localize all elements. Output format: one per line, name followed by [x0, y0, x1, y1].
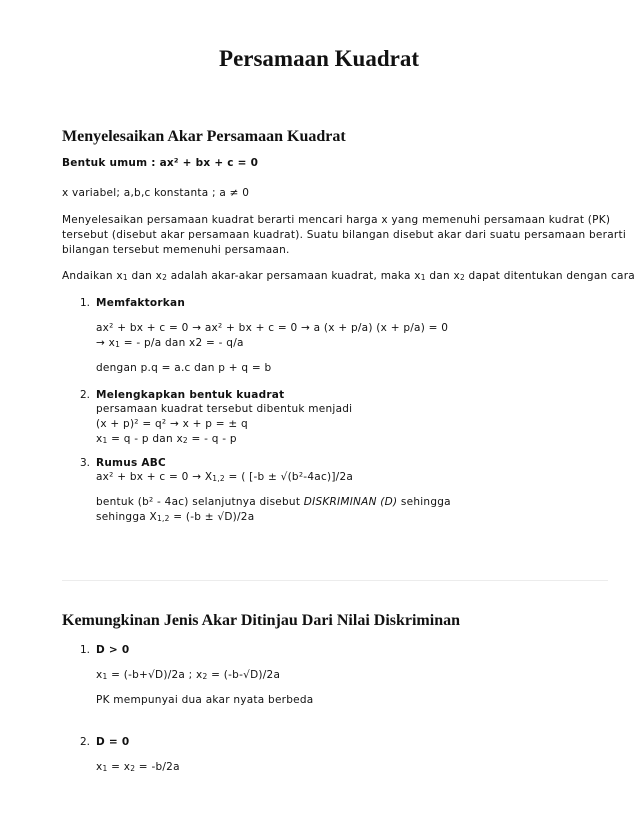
page-title: Persamaan Kuadrat — [219, 46, 419, 71]
d-positive-line: $x_1 = (-b+√D)/2a$ ; $x_2 = (-b-√D)/2a$ — [96, 669, 281, 681]
section-heading-kemungkinan: Kemungkinan Jenis Akar Ditinjau Dari Nilai Diskriminan — [62, 612, 460, 629]
paragraph-line: tersebut (disebut akar persamaan kuadrat). Suatu bilangan disebut akar dari suatu persamaan berarti — [62, 229, 626, 241]
item-title-rumus-abc: Rumus ABC — [96, 457, 166, 469]
rumus-abc-line: sehingga $X_{1,2} = (-b \pm √D)/2a$ — [96, 511, 255, 523]
variabel-text: x variabel; a,b,c konstanta ; a ≠ 0 — [62, 187, 250, 199]
list-number: 2. — [80, 736, 91, 748]
paragraph-line: Menyelesaikan persamaan kuadrat berarti mencari harga x yang memenuhi persamaan kudrat (PK) — [62, 214, 611, 226]
section-heading-menyelesaikan: Menyelesaikan Akar Persamaan Kuadrat — [62, 128, 346, 145]
paragraph-line: bilangan tersebut memenuhi persamaan. — [62, 244, 290, 256]
melengkapkan-line: (x + p)² = q² → x + p = ± q — [96, 418, 248, 430]
bentuk-umum-text: Bentuk umum : ax² + bx + c = 0 — [62, 157, 259, 169]
list-number: 1. — [80, 297, 91, 309]
d-positive-line: PK mempunyai dua akar nyata berbeda — [96, 694, 314, 706]
item-title-memfaktorkan: Memfaktorkan — [96, 297, 186, 309]
melengkapkan-line: persamaan kuadrat tersebut dibentuk menjadi — [96, 403, 353, 415]
item-title-d-positive: D > 0 — [96, 644, 130, 656]
list-number: 3. — [80, 457, 91, 469]
list-number: 2. — [80, 389, 91, 401]
rumus-abc-line: bentuk (b² - 4ac) selanjutnya disebut DISKRIMINAN (D) sehingga — [96, 496, 451, 508]
memfaktorkan-line: → $x_1$ = - p/a dan x2 = - q/a — [96, 337, 244, 349]
andaikan-text: Andaikan $x_1$ dan $x_2$ adalah akar-akar persamaan kuadrat, maka $x_1$ dan $x_2$ dapat ditentukan dengan cara — [62, 270, 635, 282]
memfaktorkan-line: dengan p.q = a.c dan p + q = b — [96, 362, 272, 374]
melengkapkan-line: $x_1 = q - p$ dan $x_2$ = - q - p — [96, 433, 237, 445]
item-title-melengkapkan: Melengkapkan bentuk kuadrat — [96, 389, 285, 401]
item-title-d-zero: D = 0 — [96, 736, 130, 748]
rumus-abc-line: ax² + bx + $c = 0 \to X_{1,2}$ = ( [-b ± √(b²-4ac)]/2a — [96, 471, 354, 483]
memfaktorkan-line: ax² + bx + c = 0 → ax² + bx + c = 0 → a (x + p/a) (x + p/a) = 0 — [96, 322, 449, 334]
d-zero-line: $x_1 = x_2 = -b/2a$ — [96, 761, 180, 773]
list-number: 1. — [80, 644, 91, 656]
section-divider — [62, 580, 608, 581]
